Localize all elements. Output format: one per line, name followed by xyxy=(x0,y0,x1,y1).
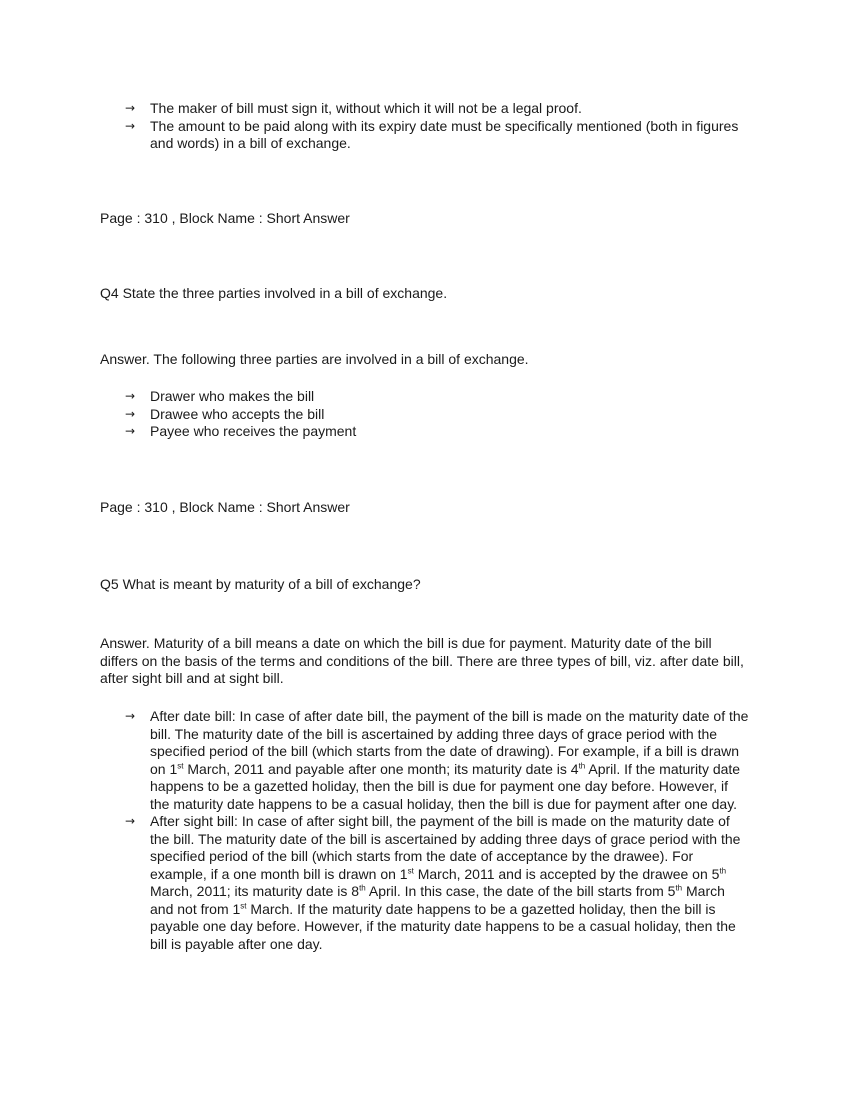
bullet-text: Payee who receives the payment xyxy=(150,423,357,439)
answer-q5: Answer. Maturity of a bill means a date on which the bill is due for payment. Maturity date of the bill differs on the basis of the terms and conditions of the bill. There are three types of bill, viz. after date bill, after sight bill and at sight bill. xyxy=(100,635,744,686)
intro-bullet-list xyxy=(100,100,750,153)
list-item xyxy=(100,406,750,424)
arrow-icon: → xyxy=(125,406,136,421)
list-item xyxy=(100,813,750,953)
bullet-text: Drawer who makes the bill xyxy=(150,388,315,404)
q5-bullet-list xyxy=(100,708,750,953)
arrow-icon: → xyxy=(125,709,136,723)
answer-q4: Answer. The following three parties are involved in a bill of exchange. xyxy=(100,351,529,367)
bullet-text: After date bill: In case of after date bill, the payment of the bill is made on the maturity date of the bill. The maturity date of the bill is ascertained by adding three days of grace period with the specified period of the bill (which starts from the date of drawing). For example, if a bill is drawn on 1st March, 2011 and payable after one month; its maturity date is 4th April. If the maturity date happens to be a gazetted holiday, then the bill is due for payment one day before. However, if the maturity date happens to be a casual holiday, then the bill is due for payment after one day. xyxy=(150,708,749,812)
question-q4: Q4 State the three parties involved in a bill of exchange. xyxy=(100,285,448,301)
arrow-icon: → xyxy=(125,424,136,438)
list-item xyxy=(100,423,750,441)
question-q5: Q5 What is meant by maturity of a bill of exchange? xyxy=(100,576,421,592)
list-item xyxy=(100,708,750,813)
bullet-text: After sight bill: In case of after sight bill, the payment of the bill is made on the maturity date of the bill. The maturity date of the bill is ascertained by adding three days of grace period with the specified period of the bill (which starts from the date of acceptance by the drawee). For example, if a one month bill is drawn on 1st March, 2011 and is accepted by the drawee on 5th March, 2011; its maturity date is 8th April. In this case, the date of the bill starts from 5th March and not from 1st March. If the maturity date happens to be a gazetted holiday, then the bill is payable one day before. However, if the maturity date happens to be a casual holiday, then the bill is payable after one day. xyxy=(150,813,741,952)
list-item xyxy=(100,118,750,153)
q4-bullet-list xyxy=(100,388,750,441)
bullet-text: Drawee who accepts the bill xyxy=(150,405,325,422)
arrow-icon: → xyxy=(125,389,136,403)
list-item xyxy=(100,388,750,406)
arrow-icon: → xyxy=(125,118,136,133)
list-item xyxy=(100,100,750,118)
page-reference: Page : 310 , Block Name : Short Answer xyxy=(100,499,350,515)
bullet-text: The maker of bill must sign it, without which it will not be a legal proof. xyxy=(150,100,582,116)
arrow-icon: → xyxy=(125,814,136,828)
arrow-icon: → xyxy=(125,101,136,115)
bullet-text: The amount to be paid along with its expiry date must be specifically mentioned (both in figures and words) in a bill of exchange. xyxy=(150,117,739,151)
page-reference: Page : 310 , Block Name : Short Answer xyxy=(100,210,350,226)
